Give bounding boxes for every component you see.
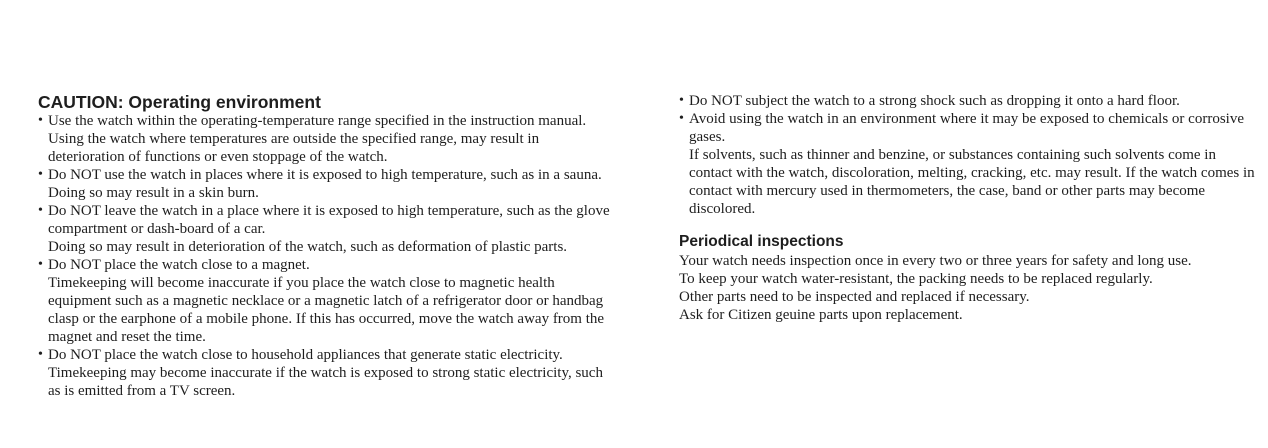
caution-item [679,92,1259,110]
caution-item [38,256,618,346]
caution-heading: CAUTION: Operating environment [38,92,321,112]
caution-item-text: • Do NOT place the watch close to a magnet. [48,257,310,273]
caution-item-text: • Do NOT place the watch close to household appliances that generate static electricity. [48,347,563,363]
inspections-line: Other parts need to be inspected and replaced if necessary. [679,289,1030,305]
inspections-heading: Periodical inspections [679,233,844,250]
inspections-line: Ask for Citizen geuine parts upon replacement. [679,307,963,323]
caution-item [38,346,618,400]
caution-item-detail: Using the watch where temperatures are outside the specified range, may result in deterioration of functions or even stoppage of the watch. [48,131,540,165]
caution-item-detail: Doing so may result in deterioration of the watch, such as deformation of plastic parts. [48,239,568,255]
caution-item-detail: If solvents, such as thinner and benzine, or substances containing such solvents come in contact with the watch, discoloration, melting, cracking, etc. may result. If the watch comes in contact with mercury used in thermometers, the case, band or other parts may become discolored. [689,147,1255,217]
caution-item [38,202,618,256]
inspections-line: Your watch needs inspection once in every two or three years for safety and long use. [679,253,1192,269]
inspections-body [679,252,1259,324]
caution-item [679,110,1259,218]
caution-item-detail: Timekeeping may become inaccurate if the watch is exposed to strong static electricity, such as is emitted from a TV screen. [48,365,603,399]
caution-item-text: • Do NOT subject the watch to a strong shock such as dropping it onto a hard floor. [689,93,1180,109]
caution-item [38,166,618,202]
caution-item-detail: Timekeeping will become inaccurate if you place the watch close to magnetic health equipment such as a magnetic necklace or a magnetic latch of a refrigerator door or handbag clasp or the earphone of a mobile phone. If this has occurred, move the watch away from the magnet and reset the time. [48,275,605,345]
caution-item-text: • Do NOT use the watch in places where it is exposed to high temperature, such as in a sauna. [48,167,602,183]
caution-item [38,112,618,166]
caution-item-text: • Avoid using the watch in an environment where it may be exposed to chemicals or corrosive gases. [689,111,1244,145]
caution-item-text: • Do NOT leave the watch in a place where it is exposed to high temperature, such as the glove compartment or dash-board of a car. [48,203,610,237]
caution-item-text: • Use the watch within the operating-temperature range specified in the instruction manual. [48,113,587,129]
left-column [38,92,618,400]
caution-item-detail: Doing so may result in a skin burn. [48,185,259,201]
caution-list [38,112,618,400]
caution-list-continued [679,92,1259,218]
right-column [679,92,1259,324]
inspections-line: To keep your watch water-resistant, the packing needs to be replaced regularly. [679,271,1153,287]
